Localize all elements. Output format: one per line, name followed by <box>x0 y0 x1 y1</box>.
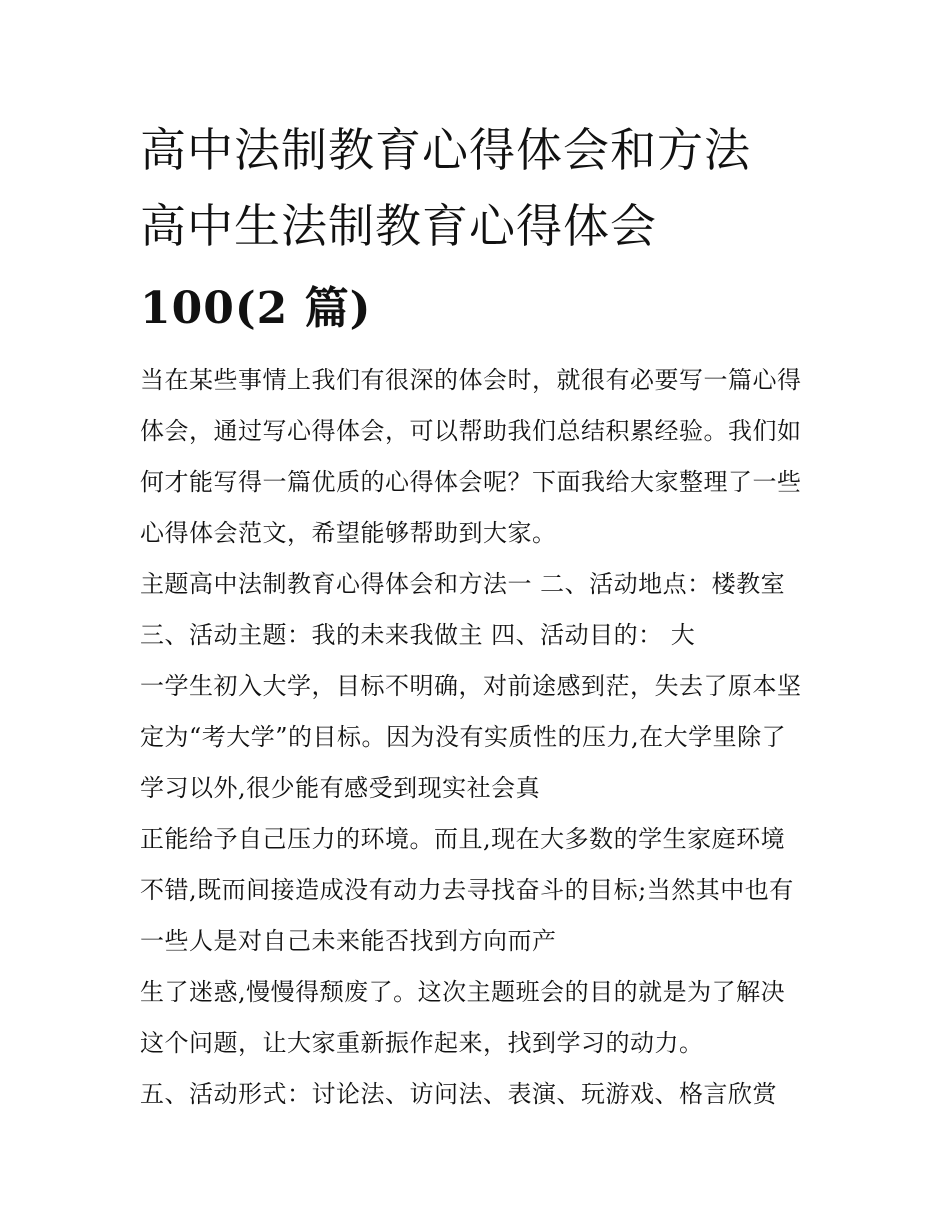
body-line: 主题高中法制教育心得体会和方法一 二、活动地点：楼教室 <box>140 570 786 598</box>
document-title <box>140 112 820 350</box>
body-line: 这个问题，让大家重新振作起来，找到学习的动力。 <box>140 1029 704 1057</box>
body-line: 生了迷惑,慢慢得颓废了。这次主题班会的目的就是为了解决 <box>140 978 786 1006</box>
body-line: 体会，通过写心得体会，可以帮助我们总结积累经验。我们如 <box>140 417 802 445</box>
body-line: 心得体会范文，希望能够帮助到大家。 <box>140 519 557 547</box>
body-line: 定为“考大学”的目标。因为没有实质性的压力,在大学里除了 <box>140 723 787 751</box>
body-line: 三、活动主题：我的未来我做主 四、活动目的： 大 <box>140 621 696 649</box>
body-line: 一学生初入大学，目标不明确，对前途感到茫，失去了原本坚 <box>140 672 802 700</box>
body-line: 一些人是对自己未来能否找到方向而产 <box>140 927 557 955</box>
body-line: 何才能写得一篇优质的心得体会呢？下面我给大家整理了一些 <box>140 468 802 496</box>
title-line-3: 100(2 篇) <box>140 283 372 334</box>
body-line: 当在某些事情上我们有很深的体会时，就很有必要写一篇心得 <box>140 366 802 394</box>
body-line: 五、活动形式：讨论法、访问法、表演、玩游戏、格言欣赏 <box>140 1080 777 1108</box>
document-body <box>140 355 820 1120</box>
body-line: 正能给予自己压力的环境。而且,现在大多数的学生家庭环境 <box>140 825 786 853</box>
body-line: 学习以外,很少能有感受到现实社会真 <box>140 774 541 802</box>
body-line: 不错,既而间接造成没有动力去寻找奋斗的目标;当然其中也有 <box>140 876 794 904</box>
title-line-1: 高中法制教育心得体会和方法 <box>140 123 751 177</box>
title-line-2: 高中生法制教育心得体会 <box>140 199 657 253</box>
